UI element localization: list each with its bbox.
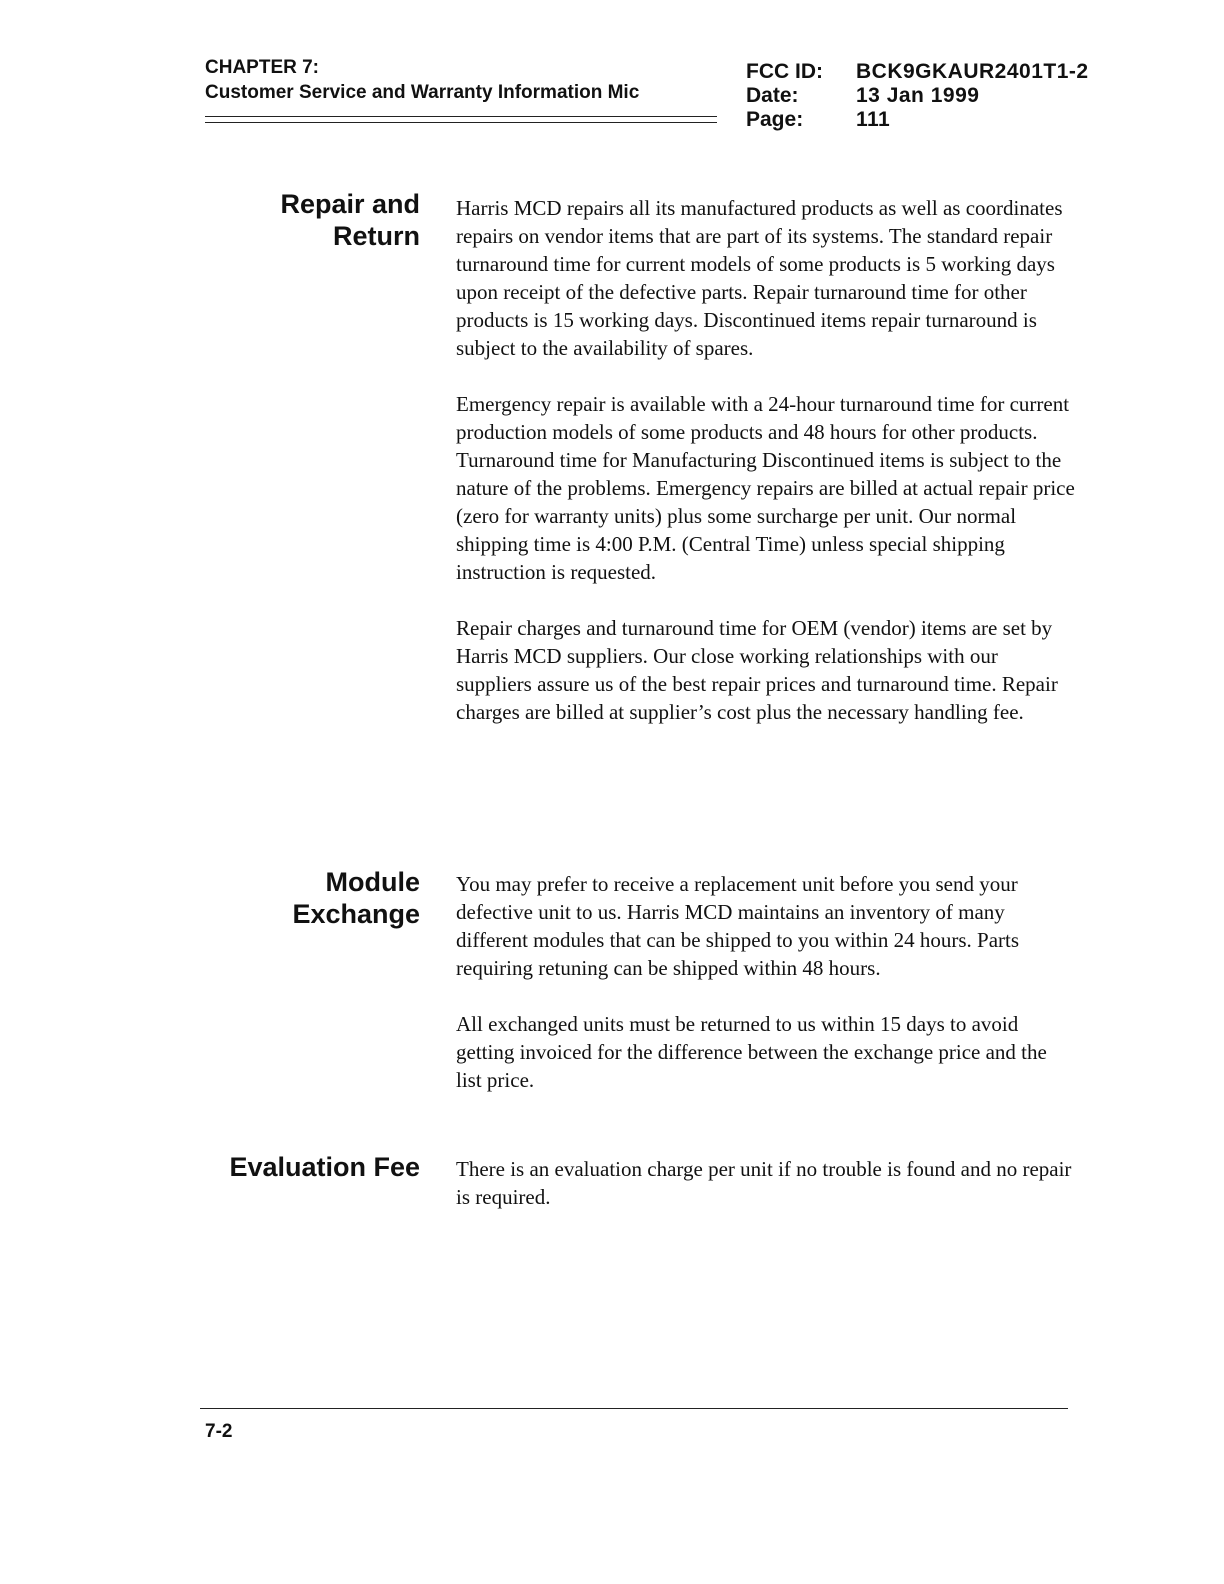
paragraph: All exchanged units must be returned to us within 15 days to avoid getting invoiced for the difference between the exchange price and the list price. — [456, 1012, 1047, 1092]
heading-line: Repair and — [280, 189, 420, 219]
chapter-label: CHAPTER 7: — [205, 57, 320, 78]
header-rule-bottom — [205, 122, 717, 123]
heading-line: Return — [333, 221, 420, 251]
date-label: Date: — [746, 84, 799, 107]
page-row — [746, 108, 1089, 132]
fcc-id-value: BCK9GKAUR2401T1-2 — [856, 60, 1089, 83]
document-meta — [746, 60, 1089, 132]
fcc-id-label: FCC ID: — [746, 60, 823, 83]
footer-page-number: 7-2 — [205, 1421, 233, 1442]
section-body-module-exchange — [456, 870, 1076, 1094]
section-body-evaluation-fee — [456, 1155, 1076, 1211]
paragraph: There is an evaluation charge per unit if no trouble is found and no repair is required. — [456, 1157, 1072, 1209]
heading-line: Module — [325, 867, 420, 897]
chapter-title: Customer Service and Warranty Information Mic — [205, 82, 640, 103]
date-row — [746, 84, 1089, 108]
page-value: 111 — [856, 108, 891, 131]
header-rule-top — [205, 116, 717, 117]
date-value: 13 Jan 1999 — [856, 84, 980, 107]
fcc-id-row — [746, 60, 1089, 84]
page-label: Page: — [746, 108, 804, 131]
paragraph: Emergency repair is available with a 24-hour turnaround time for current production models of some products and 48 hours for other products. Turnaround time for Manufacturing Discontinued items is subject to the nature of the problems. Emergency repairs are billed at actual repair price (zero for warranty units) plus some surcharge per unit. Our normal shipping time is 4:00 P.M. (Central Time) unless special shipping instruction is requested. — [456, 392, 1075, 584]
paragraph: You may prefer to receive a replacement unit before you send your defective unit to us. Harris MCD maintains an inventory of many different modules that can be shipped to you within 24 hours. Parts requiring retuning can be shipped within 48 hours. — [456, 872, 1020, 980]
heading-line: Exchange — [292, 899, 420, 929]
footer-rule — [200, 1408, 1068, 1409]
paragraph: Harris MCD repairs all its manufactured products as well as coordinates repairs on vendor items that are part of its systems. The standard repair turnaround time for current models of some products is 5 working days upon receipt of the defective parts. Repair turnaround time for other products is 15 working days. Discontinued items repair turnaround is subject to the availability of spares. — [456, 196, 1063, 360]
paragraph: Repair charges and turnaround time for OEM (vendor) items are set by Harris MCD suppliers. Our close working relationships with our suppliers assure us of the best repair prices and turnaround time. Repair charges are billed at supplier’s cost plus the necessary handling fee. — [456, 616, 1058, 724]
heading-line: Evaluation Fee — [229, 1152, 420, 1182]
section-heading-module-exchange — [292, 866, 420, 930]
section-heading-evaluation-fee — [229, 1151, 420, 1183]
section-heading-repair-and-return — [280, 188, 420, 252]
section-body-repair-and-return — [456, 194, 1076, 726]
